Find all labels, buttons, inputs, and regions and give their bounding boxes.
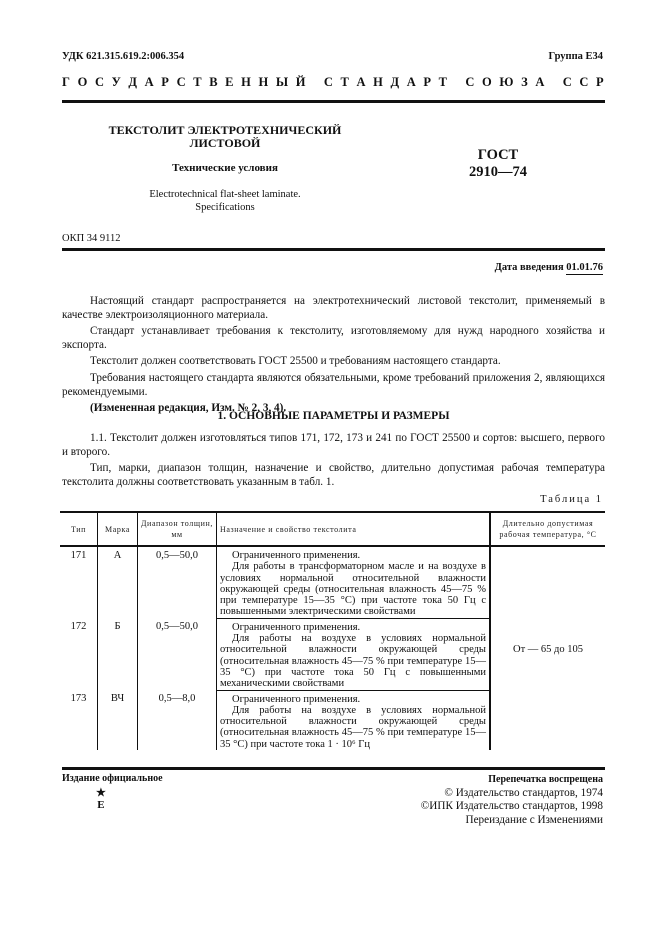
heading-letter: Д bbox=[390, 75, 400, 89]
copyright-1974: © Издательство стандартов, 1974 bbox=[444, 786, 603, 799]
document-title-line2: ЛИСТОВОЙ bbox=[189, 136, 261, 150]
section-1-paragraph-2: Тип, марки, диапазон толщин, назначение и свойство, длительно допустимая рабочая температура текстолита должны соответствовать указанным в табл. 1. bbox=[62, 462, 605, 488]
title-block bbox=[90, 124, 360, 214]
gost-number-block bbox=[458, 147, 538, 181]
heading-letter: Г bbox=[62, 75, 70, 89]
table-row bbox=[60, 546, 605, 618]
document-title-line1: ТЕКСТОЛИТ ЭЛЕКТРОТЕХНИЧЕСКИЙ bbox=[108, 123, 342, 137]
heading-letter: Р bbox=[596, 75, 604, 89]
intro-text bbox=[62, 295, 605, 416]
udk-code: УДК 621.315.619.2:006.354 bbox=[62, 51, 185, 62]
heading-letter: А bbox=[144, 75, 154, 89]
section-1-title: 1. ОСНОВНЫЕ ПАРАМЕТРЫ И РАЗМЕРЫ bbox=[217, 410, 450, 422]
cell-type: 173 bbox=[70, 693, 87, 705]
purpose-title: Ограниченного применения. bbox=[232, 621, 361, 633]
heading-letter: В bbox=[209, 75, 218, 89]
cell-grade: А bbox=[98, 546, 138, 618]
heading-letter: А bbox=[535, 75, 545, 89]
table-header-row bbox=[60, 512, 605, 546]
section-1-paragraph-1: 1.1. Текстолит должен изготовляться типов 171, 172, 173 и 241 по ГОСТ 25500 и сортов: высшего, первого и второго. bbox=[62, 432, 605, 458]
heading-letter: Н bbox=[258, 75, 269, 89]
heading-letter: О bbox=[482, 75, 492, 89]
cell-purpose bbox=[217, 618, 491, 690]
heading-letter: С bbox=[323, 75, 333, 89]
heading-letter: З bbox=[521, 75, 528, 89]
table-1 bbox=[60, 511, 605, 750]
purpose-text: Для работы на воздухе в условиях нормальной относительной влажности окружающей среды (относительная влажность 45—75 % при температуре 15—35 °С) при частоте тока 1 · 10⁶ Гц bbox=[220, 704, 486, 750]
footer-rule bbox=[62, 767, 605, 770]
gost-number: 2910—74 bbox=[469, 164, 527, 180]
heading-letter: С bbox=[465, 75, 475, 89]
copyright-block bbox=[421, 773, 603, 828]
cell-type: 171 bbox=[70, 550, 87, 561]
okp-code: ОКП 34 9112 bbox=[62, 233, 121, 244]
official-edition: Издание официальное bbox=[62, 773, 163, 784]
intro-paragraph-2: Стандарт устанавливает требования к текстолиту, изготовляемому для нужд народного хозяйства и экспорта. bbox=[62, 325, 605, 351]
heading-letter bbox=[552, 75, 555, 90]
star-icon: ★ bbox=[96, 787, 106, 799]
gost-label: ГОСТ bbox=[477, 147, 519, 163]
heading-letter: Т bbox=[438, 75, 447, 89]
edition-letter: Е bbox=[97, 799, 105, 811]
cell-grade: Б bbox=[98, 618, 138, 690]
english-title-line2: Specifications bbox=[195, 202, 255, 213]
heading-letter: А bbox=[406, 75, 416, 89]
header-rule bbox=[62, 100, 605, 103]
cell-grade: ВЧ bbox=[98, 690, 138, 750]
heading-letter: Д bbox=[128, 75, 138, 89]
heading-letter: А bbox=[356, 75, 366, 89]
intro-paragraph-3: Текстолит должен соответствовать ГОСТ 25500 и требованиям настоящего стандарта. bbox=[90, 355, 501, 368]
purpose-title: Ограниченного применения. bbox=[232, 693, 361, 705]
reprint-prohibited: Перепечатка воспрещена bbox=[488, 774, 603, 785]
purpose-text: Для работы на воздухе в условиях нормальной относительной влажности окружающей среды (относительная влажность 45—75 % при температуре 15—35 °С) при частоте тока 50 Гц с повышенными механическими свойствами bbox=[220, 633, 486, 690]
amendment-note: (Измененная редакция, Изм. № 2, 3, 4). bbox=[90, 402, 287, 415]
heading-letter bbox=[313, 75, 316, 90]
purpose-title: Ограниченного применения. bbox=[232, 550, 361, 561]
intro-date bbox=[495, 262, 603, 273]
heading-letter: Р bbox=[423, 75, 432, 89]
intro-date-label: Дата введения bbox=[494, 262, 564, 273]
heading-letter: С bbox=[562, 75, 572, 89]
heading-letter: Н bbox=[241, 75, 251, 89]
heading-letter: Й bbox=[295, 75, 306, 89]
heading-letter: Е bbox=[225, 75, 234, 89]
col-header-type: Тип bbox=[60, 512, 98, 546]
group-code: Группа Е34 bbox=[548, 51, 603, 62]
table-caption: Таблица 1 bbox=[540, 494, 603, 505]
heading-letter: С bbox=[579, 75, 589, 89]
purpose-text: Для работы в трансформаторном масле и на воздухе в условиях нормальной относительной влажности окружающей среды (относительная влажность 45—75 % при температуре 15—35 °С) при частоте тока 50 Гц с повышенными электрическими свойствами bbox=[220, 561, 486, 618]
cell-purpose bbox=[217, 690, 491, 750]
col-header-thickness: Диапазон толщин, мм bbox=[138, 512, 217, 546]
okp-rule bbox=[62, 248, 605, 251]
heading-letter: С bbox=[176, 75, 186, 89]
edition-marks bbox=[96, 787, 106, 811]
cell-thickness: 0,5—8,0 bbox=[138, 690, 217, 750]
intro-paragraph-1: Настоящий стандарт распространяется на электротехнический листовой текстолит, применяемый в качестве электроизоляционного материала. bbox=[62, 295, 605, 321]
document-subtitle: Технические условия bbox=[172, 162, 278, 174]
cell-thickness: 0,5—50,0 bbox=[138, 618, 217, 690]
english-title-line1: Electrotechnical flat-sheet laminate. bbox=[149, 189, 301, 200]
heading-letter: Ы bbox=[275, 75, 289, 89]
section-1-text bbox=[62, 432, 605, 489]
copyright-1998: ©ИПК Издательство стандартов, 1998 bbox=[420, 800, 603, 813]
heading-letter bbox=[455, 75, 458, 90]
heading-letter: Ю bbox=[499, 75, 514, 89]
cell-temperature: От — 65 до 105 bbox=[490, 546, 605, 750]
heading-letter: О bbox=[77, 75, 88, 89]
col-header-temperature: Длительно допустимая рабочая температура, °С bbox=[490, 512, 605, 546]
heading-letter: У bbox=[111, 75, 121, 89]
heading-letter: Т bbox=[340, 75, 349, 89]
heading-letter: Р bbox=[161, 75, 169, 89]
reissue-note: Переиздание с Изменениями bbox=[465, 814, 603, 827]
cell-thickness: 0,5—50,0 bbox=[138, 546, 217, 618]
cell-type: 172 bbox=[70, 621, 87, 633]
heading-letter: Н bbox=[373, 75, 383, 89]
cell-purpose bbox=[217, 546, 491, 618]
intro-paragraph-4: Требования настоящего стандарта являются обязательными, кроме требований приложения 2, являющихся рекомендуемыми. bbox=[62, 371, 605, 398]
state-standard-heading bbox=[62, 75, 604, 90]
heading-letter: Т bbox=[193, 75, 202, 89]
intro-date-value: 01.01.76 bbox=[566, 262, 603, 273]
col-header-purpose: Назначение и свойство текстолита bbox=[217, 512, 491, 546]
col-header-grade: Марка bbox=[98, 512, 138, 546]
heading-letter: С bbox=[94, 75, 104, 89]
